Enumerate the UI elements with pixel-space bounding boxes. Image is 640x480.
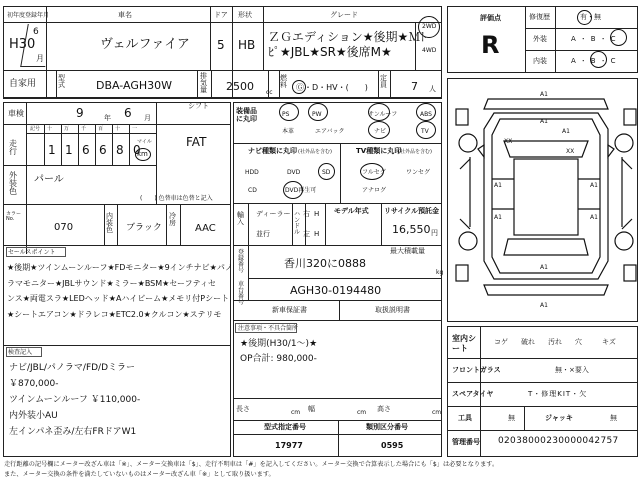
equipment-circle (279, 103, 299, 121)
spare-value: T・修理KIT・欠 (528, 390, 588, 398)
certified-label: 型式指定番号 (264, 423, 306, 431)
registration-label: 登録番号 (238, 249, 245, 274)
first-reg-label: 初年度登録年月 (7, 12, 50, 19)
recycle-label: リサイクル預託金 (384, 207, 440, 215)
capacity-value: 7 (411, 80, 418, 93)
mileage-digit: 6 (99, 143, 107, 157)
interior-color-label: 内装色 (106, 212, 113, 234)
mileage-digit-header: 一 (132, 126, 138, 132)
certified-value: 17977 (275, 441, 303, 450)
color-code-value: 070 (54, 222, 74, 233)
inspection-label: 車検 (8, 109, 24, 118)
manual-label: 取扱説明書 (375, 306, 410, 314)
recycle-value: 16,550 (392, 223, 431, 236)
inspector-line: 左インパネ歪み/左右FRドアW1 (9, 427, 137, 437)
inspector-label: 検査記入 (8, 349, 33, 356)
first-reg-value: H30 (9, 37, 36, 52)
mileage-digit: 1 (48, 143, 56, 157)
sales-point-line: ★シートエアコン★ドラレコ★ETC2.0★クルコン★ステリモ (7, 309, 222, 319)
mileage-label: 走行 (9, 139, 17, 156)
equipment-item: エアバック (315, 128, 345, 135)
tools-value: 無 (508, 414, 515, 422)
ac-label: 冷房 (169, 212, 176, 227)
seat-label: 室内シート (452, 334, 476, 353)
notes-label: 注意事項・不具合箇所 (238, 325, 299, 332)
shape-value: HB (238, 38, 256, 52)
navi-title: ナビ種類に丸印 (248, 147, 297, 155)
navi-note: (社外品を含む) (298, 149, 332, 155)
tv-note: (社外品を含む) (398, 149, 432, 155)
equipment-circle (368, 121, 390, 139)
notes-line2: OP合計: 980,000- (240, 354, 317, 364)
exterior-label: 外装 (533, 35, 547, 43)
inspector-line: ナビ/JBL/パノラマ/FD/Dミラー (9, 363, 136, 373)
model-year-label: モデル年式 (334, 207, 369, 215)
mgmt-value: 02038000230000042757 (498, 436, 619, 446)
equipment-item: TV (421, 128, 429, 135)
mileage-digit: 0 (133, 143, 141, 157)
equipment-item: PS (282, 111, 290, 118)
svg-text:XX: XX (504, 138, 513, 145)
color-label: 外装色 (9, 171, 17, 196)
seat-item: 破れ (521, 338, 535, 346)
chassis-value: AGH30-0194480 (290, 284, 382, 297)
width-unit: cm (357, 409, 367, 416)
equipment-circle (416, 121, 436, 139)
navi-item: CD (248, 187, 257, 194)
equipment-item: ABS (420, 111, 432, 118)
svg-text:A1: A1 (494, 182, 502, 189)
navi-circle (283, 181, 303, 199)
equipment-box (233, 102, 442, 457)
interior-options: A・B・C (571, 57, 620, 65)
dealer-label: ディーラー (256, 210, 291, 218)
r-mark: H (314, 210, 320, 218)
car-name-label: 車名 (118, 11, 132, 19)
seat-item: キズ (602, 338, 616, 346)
navi-item: DVD (287, 169, 301, 176)
sales-point-line: ★後期★ツインムーンルーフ★FDモニター★9インチナビ★パノ (7, 263, 233, 272)
shape-label: 形状 (238, 11, 252, 19)
svg-text:A1: A1 (540, 118, 548, 125)
tv-title: TV種類に丸印 (356, 147, 402, 155)
inspector-line: 内外装小AU (9, 411, 58, 421)
parallel-label: 並行 (256, 230, 270, 238)
mileage-digit-header: 万 (64, 126, 70, 132)
seat-item: コゲ (494, 338, 508, 346)
rating-value: R (481, 31, 500, 59)
navi-item: SD (322, 169, 331, 176)
ac-value: AAC (195, 223, 216, 234)
tv-item: ワンセグ (406, 169, 431, 176)
exterior-options: A・B・C (571, 35, 620, 43)
displacement-label: 排気量 (200, 72, 207, 94)
seat-item: 汚れ (548, 338, 562, 346)
shift-label: シフト (188, 102, 209, 110)
shift-value: FAT (186, 135, 207, 149)
equipment-item: サンルーフ (368, 111, 398, 118)
unit-mile: マイル (137, 139, 152, 145)
inspection-month: 6 (124, 106, 132, 120)
length-unit: cm (291, 409, 301, 416)
equipment-circle (368, 103, 390, 121)
mileage-digit-header: 千 (81, 126, 87, 132)
equipment-circle (308, 103, 328, 121)
repair-options: 有・無 (580, 13, 601, 21)
exterior-grade-circle (610, 29, 627, 46)
tv-item: フルセグ (362, 169, 386, 176)
class-label: 類別区分番号 (366, 423, 408, 431)
max-load-label: 最大積載量 (390, 247, 425, 255)
fuel-options: Ⓖ・D・HV・( ) (296, 83, 368, 92)
equipment-item: ナビ (374, 128, 387, 135)
door-value: 5 (217, 38, 225, 52)
svg-text:XX: XX (566, 148, 575, 155)
height-unit: cm (432, 409, 442, 416)
grade-line2: ﾋﾟ★JBL★SR★後席M★ (268, 45, 392, 59)
grade-label: グレード (330, 11, 358, 19)
plate-value: 香川320に0888 (284, 257, 366, 270)
length-label: 長さ (236, 405, 250, 413)
jack-value: 無 (610, 414, 617, 422)
jack-label: ジャッキ (545, 414, 573, 422)
mileage-digit: 1 (65, 143, 73, 157)
mileage-digit-header: 記号 (30, 126, 41, 132)
kg-unit: kg (436, 269, 444, 276)
svg-text:A1: A1 (590, 214, 598, 221)
svg-text:A1: A1 (562, 128, 570, 135)
tools-label: 工具 (458, 414, 472, 422)
svg-text:A1: A1 (590, 182, 598, 189)
glass-label: フロントガラス (452, 366, 501, 374)
inspector-line: ￥870,000- (9, 379, 59, 389)
new-warranty: 新車保証書 (272, 306, 307, 314)
interior-label: 内装 (533, 57, 547, 65)
notes-line1: ★後期(H30/1〜)★ (240, 339, 318, 349)
inspector-line: ツインムーンルーフ ￥110,000- (9, 395, 141, 405)
width-label: 幅 (308, 405, 315, 413)
door-label: ドア (214, 11, 228, 19)
height-label: 高さ (377, 405, 391, 413)
mileage-digit: 6 (82, 143, 90, 157)
equipment-item: 本革 (282, 128, 295, 135)
tv-circle (360, 163, 384, 180)
inspection-year-unit: 年 (104, 114, 111, 122)
mileage-digit-header: 百 (98, 126, 104, 132)
svg-text:A1: A1 (540, 302, 548, 309)
sales-points-label: セールスポイント (8, 249, 56, 256)
l-mark: H (314, 230, 320, 238)
footer-line1: 走行距離の記号欄にメーター改ざん車は「※」、メーター交換車は「$」、走行不明車は「#」を記入してください。メーター交換で合算表示した場合にも「$」は必要となります。 (4, 461, 499, 468)
tv-item: アナログ (362, 187, 387, 194)
chassis-label: 車台番号 (238, 281, 245, 306)
color-value: パール (34, 174, 64, 185)
handle-label: ハンドル (294, 211, 301, 236)
model-value: DBA-AGH30W (96, 79, 173, 92)
use-value: 自家用 (9, 79, 37, 89)
equipment-title: 装備品に丸印 (236, 107, 257, 124)
inspection-month-unit: 月 (144, 114, 151, 122)
mileage-digit: 8 (116, 143, 124, 157)
equipment-item: PW (312, 111, 322, 118)
interior-color-value: ブラック (126, 223, 162, 233)
sales-point-line: ンス★両電スラ★LEDヘッド★Aハイビーム★メモリ付Pシート (7, 294, 230, 303)
equipment-circle (416, 103, 436, 121)
yen-unit: 円 (431, 229, 438, 237)
drive-2wd: 2WD (422, 23, 437, 30)
seat-item: 穴 (575, 338, 582, 346)
color-code-label: カラー No. (6, 211, 22, 222)
footer-line2: また、メーター交換の条件を満たしていないものはメーター改ざん車「※」として取り扱います。 (4, 471, 275, 478)
svg-text:A1: A1 (494, 214, 502, 221)
sales-point-line: ラマモニター★JBLサウンド★ミラー★BSM★セーフティセ (7, 278, 216, 288)
interior-grade-circle (590, 51, 607, 68)
glass-value: 無・×要入 (555, 366, 589, 374)
mileage-digit-header: 十 (115, 126, 121, 132)
mgmt-label: 管理番号 (452, 438, 480, 446)
mileage-digit-header: 十 (47, 126, 53, 132)
drive-4wd: 4WD (422, 47, 437, 54)
fuel-label: 燃料 (280, 74, 287, 89)
navi-item: HDD (245, 169, 259, 176)
car-name-value: ヴェルファイア (100, 37, 190, 52)
svg-text:A1: A1 (540, 264, 548, 271)
capacity-unit: 人 (429, 85, 436, 93)
left-label: 左 (303, 230, 310, 238)
model-label: 型式 (58, 74, 65, 89)
import-label: 輸入 (237, 211, 244, 226)
color-note: ( ) 色替車は色替と記入 (140, 195, 213, 202)
cc-unit: cc (266, 89, 273, 96)
first-reg-month: 6 (33, 27, 39, 37)
rating-label: 評価点 (480, 14, 501, 22)
navi-circle (318, 163, 335, 180)
month-unit: 月 (36, 54, 44, 63)
inspection-year: 9 (76, 106, 84, 120)
car-diagram (448, 79, 637, 321)
right-label: 右 (303, 210, 310, 218)
navi-item: DVD再生可 (285, 187, 317, 194)
class-value: 0595 (381, 441, 404, 450)
repair-label: 修復歴 (529, 13, 550, 21)
grade-line1: ＺＧエディション★後期★Ｍﾄ (268, 30, 427, 44)
svg-text:A1: A1 (540, 91, 548, 98)
unit-km: km (137, 150, 148, 158)
spare-label: スペアタイヤ (452, 390, 494, 398)
displacement-value: 2500 (226, 80, 254, 93)
capacity-label: 定員 (380, 74, 387, 89)
